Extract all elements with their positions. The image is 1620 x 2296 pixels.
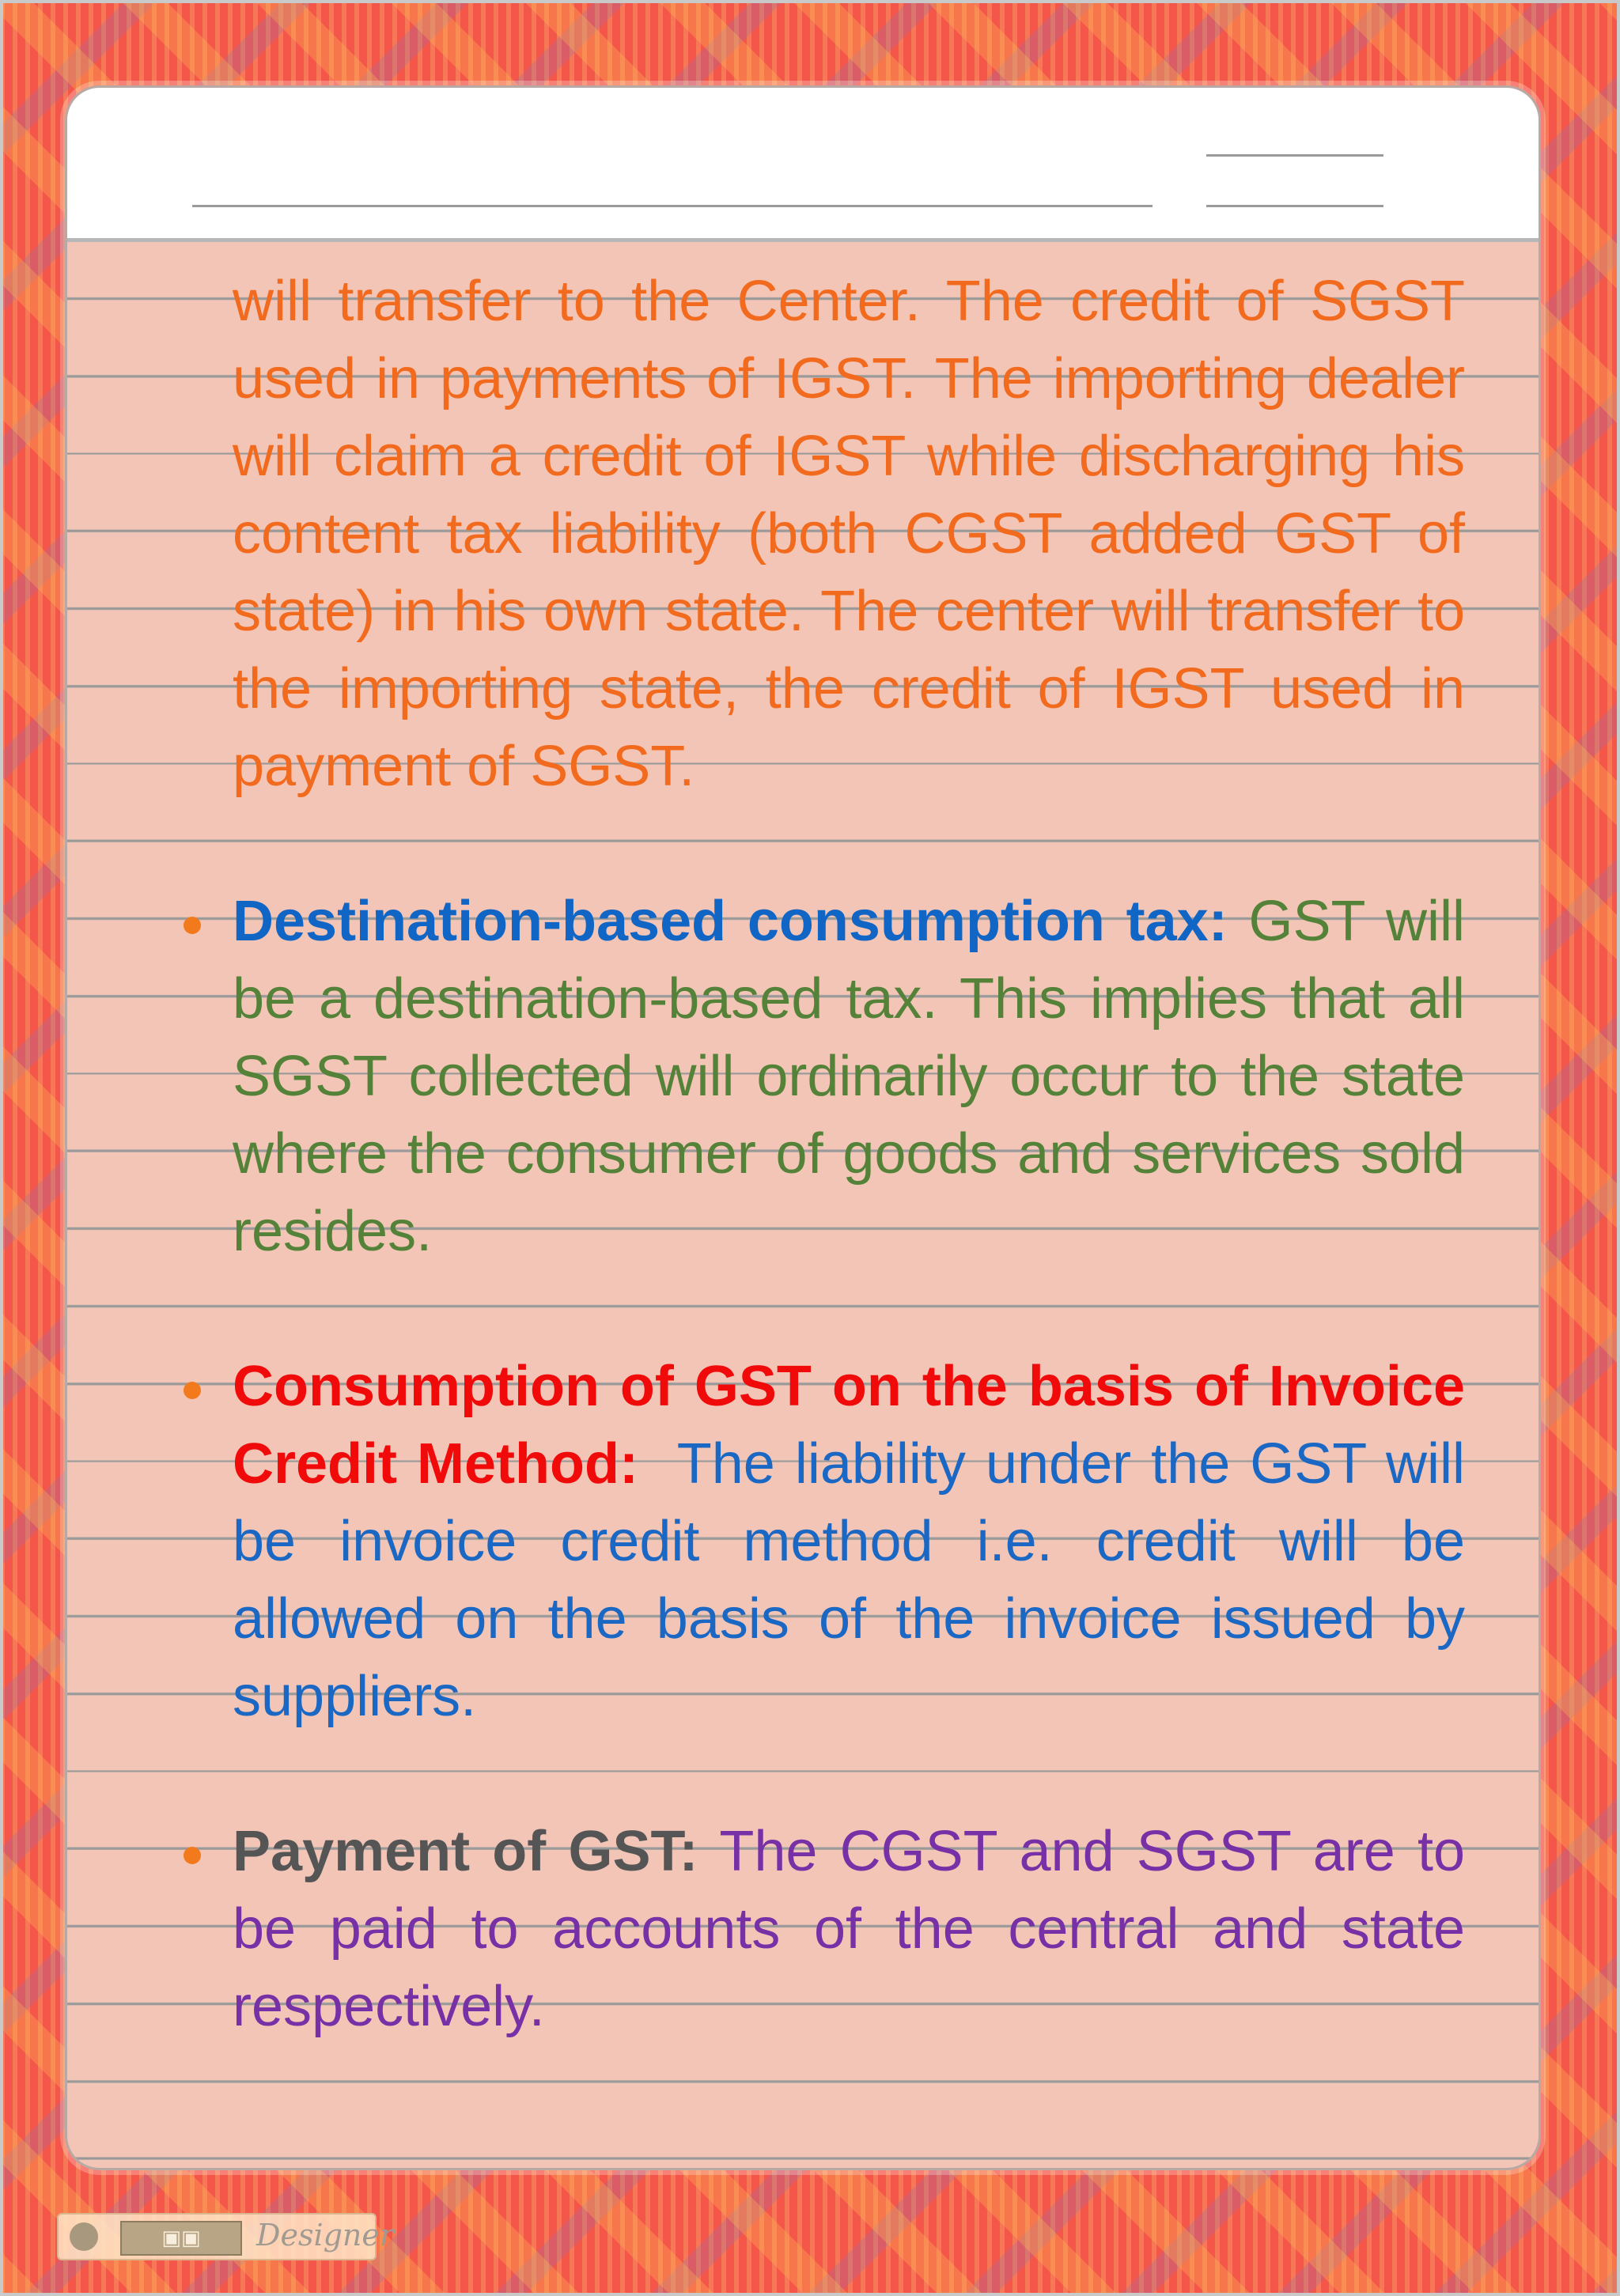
designer-badge	[57, 2213, 395, 2260]
page-content	[233, 263, 1465, 2123]
stamp-logo-icon: ▣▣	[120, 2221, 242, 2256]
intro-paragraph: will transfer to the Center. The credit of SGST used in payments of IGST. The importing dealer will claim a credit of IGST while discharging his content tax liability (both CGST added GST of state) in his own state. The center will transfer to the importing state, the credit of IGST used in payment of SGST.	[233, 270, 1465, 798]
bullet-item-invoice-credit	[233, 1348, 1465, 1735]
bullet-dot-icon	[184, 917, 201, 934]
bullet-heading: Consumption of GST on the basis of Invoice Credit Method:	[233, 1355, 1465, 1496]
emblem-icon	[70, 2222, 98, 2251]
bullet-paragraph	[233, 883, 1465, 1270]
designer-label: Designer	[256, 2218, 395, 2253]
bullet-paragraph	[233, 1813, 1465, 2045]
header-date-line-bottom	[1206, 205, 1383, 207]
bullet-dot-icon	[184, 1382, 201, 1399]
bullet-paragraph	[233, 1348, 1465, 1735]
paper-header	[67, 88, 1539, 242]
bullet-heading: Payment of GST:	[233, 1820, 698, 1883]
bullet-dot-icon	[184, 1847, 201, 1864]
bullet-body: The CGST and SGST are to be paid to accounts of the central and state respectively.	[233, 1820, 1465, 2038]
header-title-line	[192, 205, 1153, 207]
bullet-heading: Destination-based consumption tax:	[233, 890, 1228, 953]
bullet-item-payment	[233, 1813, 1465, 2045]
bullet-item-destination-tax	[233, 883, 1465, 1270]
header-date-line-top	[1206, 154, 1383, 157]
bullet-body: GST will be a destination-based tax. This implies that all SGST collected will ordinarily occur to the state where the consumer of goods and services sold resides.	[233, 890, 1465, 1263]
bullet-body: The liability under the GST will be invoice credit method i.e. credit will be allowed on the basis of the invoice issued by suppliers.	[233, 1432, 1465, 1728]
